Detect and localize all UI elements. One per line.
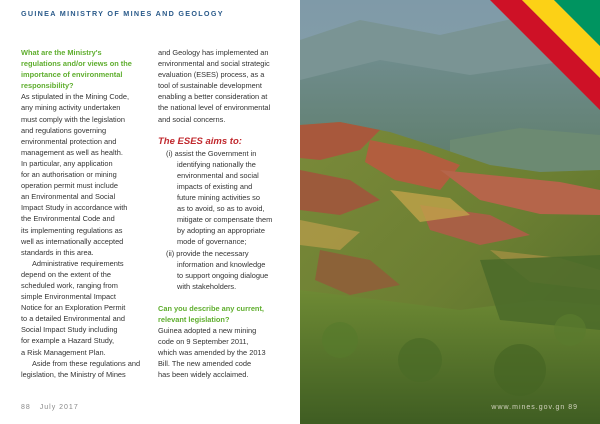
- issue-date: July 2017: [39, 404, 79, 411]
- landscape-photo: [300, 0, 600, 424]
- answer-paragraph-2: Administrative requirements depend on the extent of the scheduled work, ranging from simple Environmental Impact Notice for an Exploration Permit to a detailed Environmental and Social Impact Study including for example a Hazard Study, a Risk Management Plan.: [21, 258, 126, 357]
- text-column-left: [21, 47, 149, 380]
- page-footer: [21, 404, 79, 411]
- text-column-right: [158, 47, 286, 381]
- question-heading-2: Can you describe any current, relevant legislation?: [158, 303, 264, 324]
- eses-list-item-1: (i) assist the Government in identifying nationally the environmental and social impacts of existing and future mining activities so as to avoid, so as to avoid, mitigate or compensate them by adopting an appropriate mode of governance;: [166, 148, 273, 247]
- page-number: 88: [21, 404, 31, 411]
- aerial-landscape-image: [300, 0, 600, 424]
- answer-paragraph-1: As stipulated in the Mining Code, any mining activity undertaken must comply with the legislation and regulations governing environmental protection and management as well as health. In particular, any application for an authorisation or mining operation permit must include an Environmental and Social Impact Study in accordance with the Environmental Code and its implementing regulations as well as internationally accepted standards in this area.: [21, 92, 130, 257]
- eses-list-item-2: (ii) provide the necessary information and knowledge to support ongoing dialogue with stakeholders.: [166, 248, 269, 291]
- page-number-right: 89: [568, 404, 578, 411]
- answer-paragraph-legislation: Guinea adopted a new mining code on 9 September 2011, which was amended by the 2013 Bill. The new amended code has been widely acclaimed.: [158, 326, 266, 380]
- answer-paragraph-3: Aside from these regulations and legislation, the Ministry of Mines: [21, 358, 141, 379]
- page-header: GUINEA MINISTRY OF MINES AND GEOLOGY: [21, 9, 224, 18]
- website-text: www.mines.gov.gn: [491, 404, 566, 411]
- question-heading-1: What are the Ministry's regulations and/or views on the importance of environmental responsibility?: [21, 48, 132, 91]
- eses-subheading: The ESES aims to:: [158, 135, 242, 147]
- answer-paragraph-continued: and Geology has implemented an environmental and social strategic evaluation (ESES) process, as a tool of sustainable development enabling a better consideration at the national level of environmental and social concerns.: [158, 48, 271, 124]
- photo-footer: [491, 404, 578, 411]
